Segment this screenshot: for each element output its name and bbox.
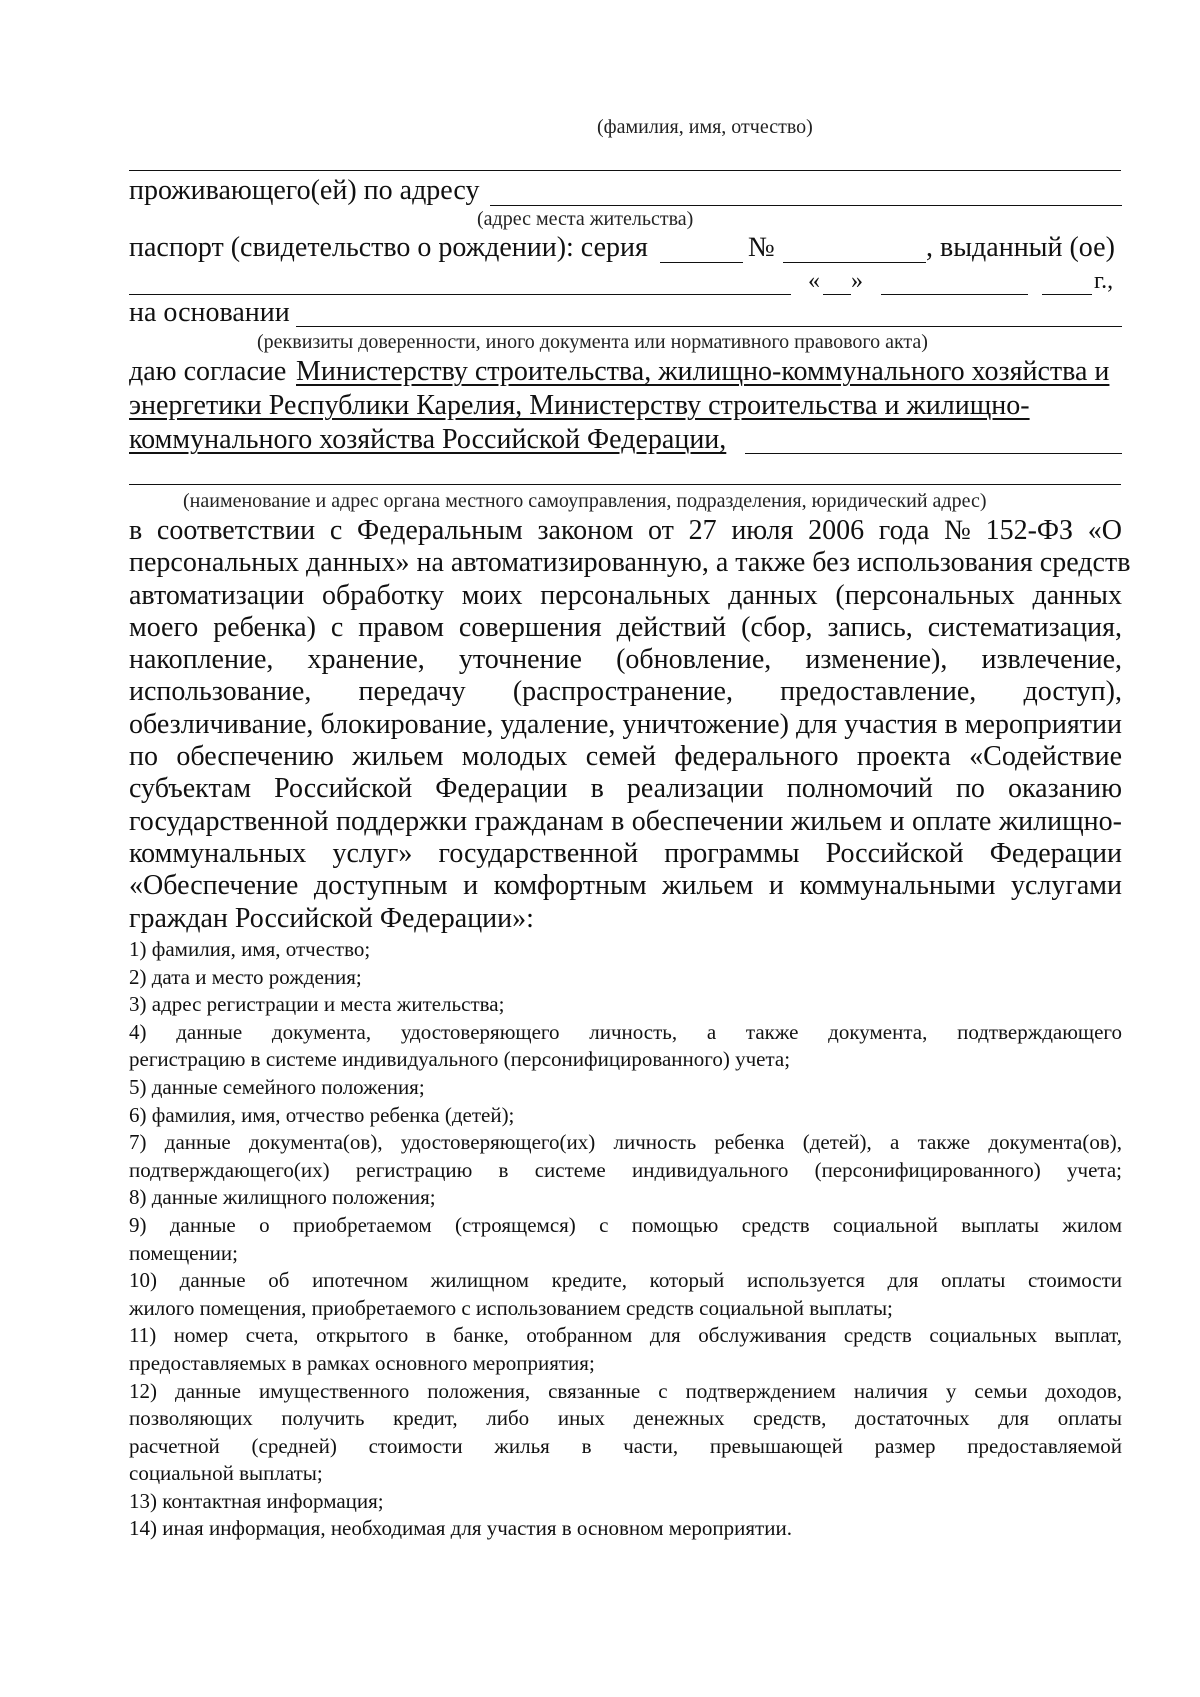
body-line: моего ребенка) с правом совершения действий (сбор, запись, систематизация, [129, 611, 1122, 643]
list-item: 14) иная информация, необходимая для участия в основном мероприятии. [129, 1516, 792, 1541]
issued-by-blank-line [129, 294, 791, 295]
series-blank-line [660, 262, 743, 263]
list-item: регистрацию в системе индивидуального (персонифицированного) учета; [129, 1047, 791, 1072]
consent-org-blank-tail [745, 453, 1122, 454]
body-line: обезличивание, блокирование, удаление, уничтожение) для участия в мероприятии [129, 708, 1122, 740]
list-item: жилого помещения, приобретаемого с использованием средств социальной выплаты; [129, 1295, 893, 1320]
list-item: 3) адрес регистрации и места жительства; [129, 992, 505, 1017]
list-item: предоставляемых в рамках основного мероприятия; [129, 1350, 595, 1375]
list-item: 2) дата и место рождения; [129, 964, 362, 989]
address-blank-line [490, 205, 1122, 206]
personal-data-list [129, 936, 1122, 1543]
year-suffix: г., [1094, 268, 1114, 294]
consent-org-line-2: энергетики Республики Карелия, Министерству строительства и жилищно- [129, 390, 1030, 421]
list-item: 8) данные жилищного положения; [129, 1185, 436, 1210]
body-line: автоматизации обработку моих персональных данных (персональных данных [129, 579, 1122, 611]
consent-org-line-3: коммунального хозяйства Российской Федерации, [129, 424, 727, 455]
consent-org-line-1: Министерству строительства, жилищно-коммунального хозяйства и [296, 356, 1110, 387]
body-line: использование, передачу (распространение, предоставление, доступ), [129, 676, 1122, 708]
list-item: подтверждающего(их) регистрацию в системе индивидуального (персонифицированного) учета; [129, 1157, 1122, 1182]
body-line: коммунальных услуг» государственной программы Российской Федерации [129, 837, 1122, 869]
body-line: накопление, хранение, уточнение (обновление, изменение), извлечение, [129, 644, 1122, 676]
basis-label: на основании [129, 297, 290, 328]
list-item: помещении; [129, 1240, 238, 1265]
consent-prefix: даю согласие [129, 356, 287, 387]
list-item: 13) контактная информация; [129, 1488, 384, 1513]
list-item: 6) фамилия, имя, отчество ребенка (детей); [129, 1102, 515, 1127]
list-item: 1) фамилия, имя, отчество; [129, 937, 371, 961]
list-item: позволяющих получить кредит, либо иных денежных средств, достаточных для оплаты [129, 1406, 1122, 1431]
number-sign: № [748, 232, 775, 263]
date-open-quote: « [808, 268, 820, 294]
passport-number-blank-line [783, 262, 926, 263]
consent-org-blank-line [129, 484, 1121, 485]
org-caption: (наименование и адрес органа местного самоуправления, подразделения, юридический адрес) [183, 490, 987, 512]
fio-caption: (фамилия, имя, отчество) [597, 116, 813, 138]
list-item: 12) данные имущественного положения, связанные с подтверждением наличия у семьи доходов, [129, 1378, 1122, 1403]
address-caption: (адрес места жительства) [477, 208, 694, 230]
passport-label: паспорт (свидетельство о рождении): серия [129, 232, 648, 263]
list-item: 5) данные семейного положения; [129, 1074, 425, 1099]
list-item: 10) данные об ипотечном жилищном кредите, который используется для оплаты стоимости [129, 1268, 1122, 1293]
year-blank-line [1042, 294, 1092, 295]
address-label: проживающего(ей) по адресу [129, 175, 480, 206]
issued-label: , выданный (ое) [926, 232, 1115, 263]
body-line: в соответствии с Федеральным законом от 27 июля 2006 года № 152-ФЗ «О [129, 515, 1122, 546]
consent-body-paragraph [129, 515, 1131, 935]
list-item: 7) данные документа(ов), удостоверяющего(их) личность ребенка (детей), а также документа(ов), [129, 1130, 1122, 1155]
basis-caption: (реквизиты доверенности, иного документа или нормативного правового акта) [257, 331, 928, 353]
body-line: субъектам Российской Федерации в реализации полномочий по оказанию [129, 773, 1122, 805]
body-line: по обеспечению жильем молодых семей федерального проекта «Содействие [129, 741, 1122, 773]
basis-blank-line [296, 326, 1122, 327]
body-line: персональных данных» на автоматизированную, а также без использования средств [129, 547, 1131, 579]
day-blank-line [823, 294, 851, 295]
list-item: расчетной (средней) стоимости жилья в части, превышающей размер предоставляемой [129, 1433, 1122, 1458]
month-blank-line [881, 294, 1028, 295]
fio-blank-line [129, 170, 1121, 171]
list-item: 11) номер счета, открытого в банке, отобранном для обслуживания средств социальных выплат, [129, 1323, 1122, 1348]
list-item: 4) данные документа, удостоверяющего личность, а также документа, подтверждающего [129, 1019, 1122, 1044]
list-item: 9) данные о приобретаемом (строящемся) с помощью средств социальной выплаты жилом [129, 1212, 1122, 1237]
date-close-quote: » [851, 268, 863, 294]
body-line: «Обеспечение доступным и комфортным жильем и коммунальными услугами [129, 870, 1122, 902]
body-line: государственной поддержки гражданам в обеспечении жильем и оплате жилищно- [129, 805, 1122, 837]
list-item: социальной выплаты; [129, 1461, 323, 1486]
body-line: граждан Российской Федерации»: [129, 902, 534, 934]
